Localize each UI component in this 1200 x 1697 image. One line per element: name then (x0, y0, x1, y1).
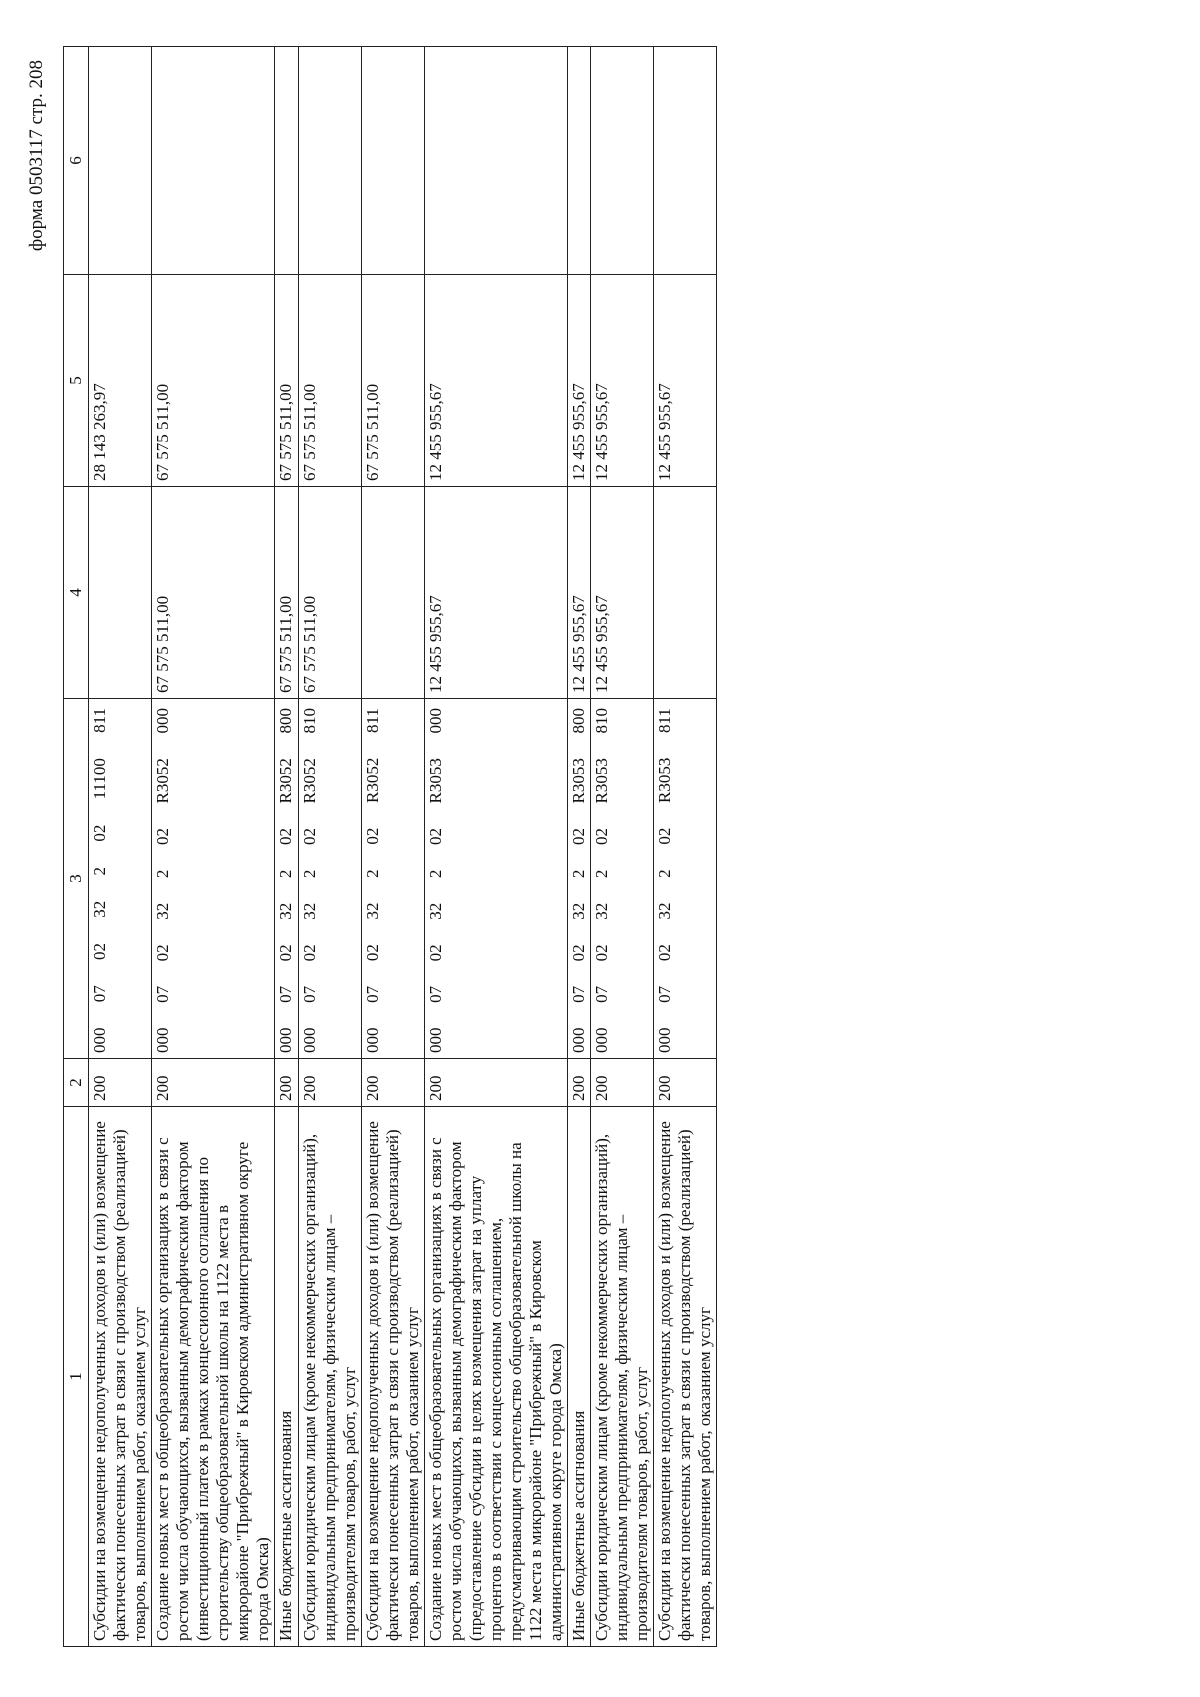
column-header: 1 (64, 1107, 89, 1647)
row-unexecuted-cell (424, 47, 567, 275)
budget-code-segment: 02 (299, 828, 319, 846)
budget-code-segment: 07 (362, 985, 382, 1003)
budget-code-segment: 02 (362, 944, 382, 962)
table-row (89, 47, 152, 1647)
budget-code-segment: 02 (362, 827, 382, 845)
column-header: 2 (64, 1059, 89, 1107)
row-budget-code-cell (568, 699, 591, 1059)
row-unexecuted-cell (654, 47, 717, 275)
row-executed-cell: 12 455 955,67 (424, 275, 567, 487)
budget-code-segment: 2 (153, 869, 173, 879)
row-budget-code-cell (152, 699, 275, 1059)
row-executed-cell: 67 575 511,00 (298, 275, 361, 487)
budget-code (276, 704, 296, 1053)
row-name-cell: Создание новых мест в общеобразовательных организациях в связи с ростом числа обучающихся, вызванным демографическим фактором (инвестиционный платеж в рамках концессионного соглашения по строительству общеобразовательной школы на 1122 места в микрорайоне "Прибрежный" в Кировском административном округе города Омска) (152, 1107, 275, 1647)
budget-code-segment: 02 (425, 828, 445, 846)
row-budget-code-cell (361, 699, 424, 1059)
budget-code-segment: 02 (425, 944, 445, 962)
row-approved-cell: 12 455 955,67 (568, 487, 591, 699)
budget-code-segment: 02 (153, 828, 173, 846)
row-name-cell: Субсидии на возмещение недополученных доходов и (или) возмещение фактически понесенных затрат в связи с производством (реализацией) товаров, выполнением работ, оказанием услуг (89, 1107, 152, 1647)
row-unexecuted-cell (568, 47, 591, 275)
row-line-code-cell: 200 (424, 1059, 567, 1107)
budget-code-segment: 02 (276, 828, 296, 846)
budget-code-segment: R3053 (592, 758, 612, 804)
table-row (591, 47, 654, 1647)
budget-code-segment: 32 (425, 902, 445, 920)
budget-code-segment: 2 (90, 866, 110, 876)
row-executed-cell: 28 143 263,97 (89, 275, 152, 487)
budget-code (363, 704, 383, 1053)
table-body (89, 47, 717, 1647)
row-budget-code-cell (654, 699, 717, 1059)
row-name-cell: Создание новых мест в общеобразовательных организациях в связи с ростом числа обучающихся, вызванным демографическим фактором (предоставление субсидии в целях возмещения затрат на уплату процентов в соответствии с концессионным соглашением, предусматривающим строительство общеобразовательной школы на 1122 места в микрорайоне "Прибрежный" в Кировском административном округе города Омска) (424, 1107, 567, 1647)
table-row (298, 47, 361, 1647)
row-executed-cell: 12 455 955,67 (568, 275, 591, 487)
row-executed-cell: 12 455 955,67 (591, 275, 654, 487)
budget-code (153, 704, 173, 1053)
row-unexecuted-cell (275, 47, 298, 275)
budget-code-segment: 32 (90, 900, 110, 918)
budget-code-segment: 02 (592, 944, 612, 962)
row-unexecuted-cell (591, 47, 654, 275)
budget-code (90, 704, 110, 1053)
budget-code-segment: 02 (592, 828, 612, 846)
budget-code-segment: R3052 (299, 758, 319, 804)
budget-code-segment: 811 (655, 708, 675, 733)
row-name-cell: Субсидии на возмещение недополученных доходов и (или) возмещение фактически понесенных затрат в связи с производством (реализацией) товаров, выполнением работ, оказанием услуг (654, 1107, 717, 1647)
row-name-cell: Иные бюджетные ассигнования (568, 1107, 591, 1647)
row-budget-code-cell (298, 699, 361, 1059)
budget-code-segment: 811 (362, 708, 382, 733)
budget-code (300, 704, 320, 1053)
table-row (152, 47, 275, 1647)
column-header: 4 (64, 487, 89, 699)
row-executed-cell: 12 455 955,67 (654, 275, 717, 487)
budget-code-segment: 810 (299, 708, 319, 734)
column-number-row (64, 47, 89, 1647)
row-line-code-cell: 200 (275, 1059, 298, 1107)
row-approved-cell: 12 455 955,67 (424, 487, 567, 699)
budget-code-segment: 2 (362, 869, 382, 878)
row-name-cell: Субсидии юридическим лицам (кроме некоммерческих организаций), индивидуальным предпринимателям, физическим лицам – производителям товаров, работ, услуг (591, 1107, 654, 1647)
budget-code-segment: 800 (276, 708, 296, 734)
budget-code-segment: 000 (655, 1027, 675, 1053)
budget-code-segment: 02 (276, 944, 296, 962)
row-executed-cell: 67 575 511,00 (152, 275, 275, 487)
budget-code-segment: 32 (153, 902, 173, 920)
budget-code-segment: 02 (299, 944, 319, 962)
row-approved-cell: 67 575 511,00 (298, 487, 361, 699)
budget-code (569, 704, 589, 1053)
budget-code (655, 704, 675, 1053)
row-name-cell: Иные бюджетные ассигнования (275, 1107, 298, 1647)
budget-code-segment: 000 (90, 1027, 110, 1053)
budget-code-segment: 000 (592, 1027, 612, 1053)
table-row (568, 47, 591, 1647)
row-line-code-cell: 200 (568, 1059, 591, 1107)
budget-code-segment: 32 (655, 902, 675, 920)
budget-code-segment: 07 (90, 985, 110, 1003)
row-executed-cell: 67 575 511,00 (361, 275, 424, 487)
budget-code-segment: 2 (569, 869, 589, 879)
row-line-code-cell: 200 (152, 1059, 275, 1107)
budget-code-segment: 000 (299, 1027, 319, 1053)
row-unexecuted-cell (298, 47, 361, 275)
budget-code-segment: 000 (425, 1027, 445, 1053)
table-row (654, 47, 717, 1647)
row-budget-code-cell (591, 699, 654, 1059)
table-row (361, 47, 424, 1647)
budget-code-segment: 000 (362, 1027, 382, 1053)
row-approved-cell (654, 487, 717, 699)
budget-code (592, 704, 612, 1053)
row-budget-code-cell (424, 699, 567, 1059)
budget-code-segment: 800 (569, 708, 589, 734)
budget-execution-table (63, 46, 717, 1647)
row-approved-cell: 67 575 511,00 (275, 487, 298, 699)
row-budget-code-cell (89, 699, 152, 1059)
budget-code-segment: 02 (655, 944, 675, 962)
budget-code-segment: 000 (153, 1027, 173, 1053)
budget-code-segment: 32 (569, 902, 589, 920)
budget-code-segment: 07 (153, 985, 173, 1003)
form-caption: форма 0503117 стр. 208 (26, 60, 47, 252)
budget-code-segment: 07 (655, 985, 675, 1003)
column-header: 5 (64, 275, 89, 487)
budget-code-segment: 02 (655, 827, 675, 845)
row-approved-cell: 12 455 955,67 (591, 487, 654, 699)
row-budget-code-cell (275, 699, 298, 1059)
row-name-cell: Субсидии юридическим лицам (кроме некоммерческих организаций), индивидуальным предпринимателям, физическим лицам – производителям товаров, работ, услуг (298, 1107, 361, 1647)
row-name-cell: Субсидии на возмещение недополученных доходов и (или) возмещение фактически понесенных затрат в связи с производством (реализацией) товаров, выполнением работ, оказанием услуг (361, 1107, 424, 1647)
budget-code-segment: 02 (90, 942, 110, 960)
row-unexecuted-cell (89, 47, 152, 275)
budget-code-segment: 32 (299, 902, 319, 920)
budget-code-segment: 32 (592, 902, 612, 920)
budget-code-segment: 2 (276, 869, 296, 879)
budget-code-segment: 810 (592, 708, 612, 734)
row-line-code-cell: 200 (298, 1059, 361, 1107)
row-approved-cell (361, 487, 424, 699)
row-approved-cell (89, 487, 152, 699)
budget-code-segment: 2 (592, 869, 612, 879)
budget-code-segment: R3052 (276, 758, 296, 804)
column-header: 6 (64, 47, 89, 275)
budget-code-segment: 2 (425, 869, 445, 879)
budget-code (426, 704, 446, 1053)
row-unexecuted-cell (361, 47, 424, 275)
budget-code-segment: R3052 (362, 757, 382, 803)
budget-code-segment: 02 (569, 944, 589, 962)
table-row (424, 47, 567, 1647)
budget-code-segment: 07 (276, 985, 296, 1003)
row-executed-cell: 67 575 511,00 (275, 275, 298, 487)
budget-code-segment: 32 (362, 902, 382, 920)
budget-code-segment: 02 (153, 944, 173, 962)
row-line-code-cell: 200 (89, 1059, 152, 1107)
row-line-code-cell: 200 (654, 1059, 717, 1107)
row-line-code-cell: 200 (361, 1059, 424, 1107)
budget-code-segment: 07 (299, 985, 319, 1003)
budget-code-segment: 000 (276, 1027, 296, 1053)
budget-code-segment: 07 (569, 985, 589, 1003)
budget-code-segment: 02 (90, 824, 110, 842)
budget-code-segment: 2 (655, 869, 675, 878)
row-approved-cell: 67 575 511,00 (152, 487, 275, 699)
table-row (275, 47, 298, 1647)
row-line-code-cell: 200 (591, 1059, 654, 1107)
budget-code-segment: R3053 (425, 758, 445, 804)
budget-code-segment: 07 (425, 985, 445, 1003)
budget-code-segment: R3053 (569, 758, 589, 804)
column-header: 3 (64, 699, 89, 1059)
budget-code-segment: 000 (569, 1027, 589, 1053)
budget-code-segment: 11100 (90, 758, 110, 800)
budget-code-segment: 32 (276, 902, 296, 920)
budget-code-segment: 811 (90, 708, 110, 733)
budget-code-segment: 000 (425, 708, 445, 734)
budget-code-segment: 2 (299, 869, 319, 879)
budget-code-segment: R3053 (655, 757, 675, 803)
budget-code-segment: R3052 (153, 758, 173, 804)
budget-code-segment: 000 (153, 708, 173, 734)
budget-code-segment: 07 (592, 985, 612, 1003)
row-unexecuted-cell (152, 47, 275, 275)
budget-code-segment: 02 (569, 828, 589, 846)
